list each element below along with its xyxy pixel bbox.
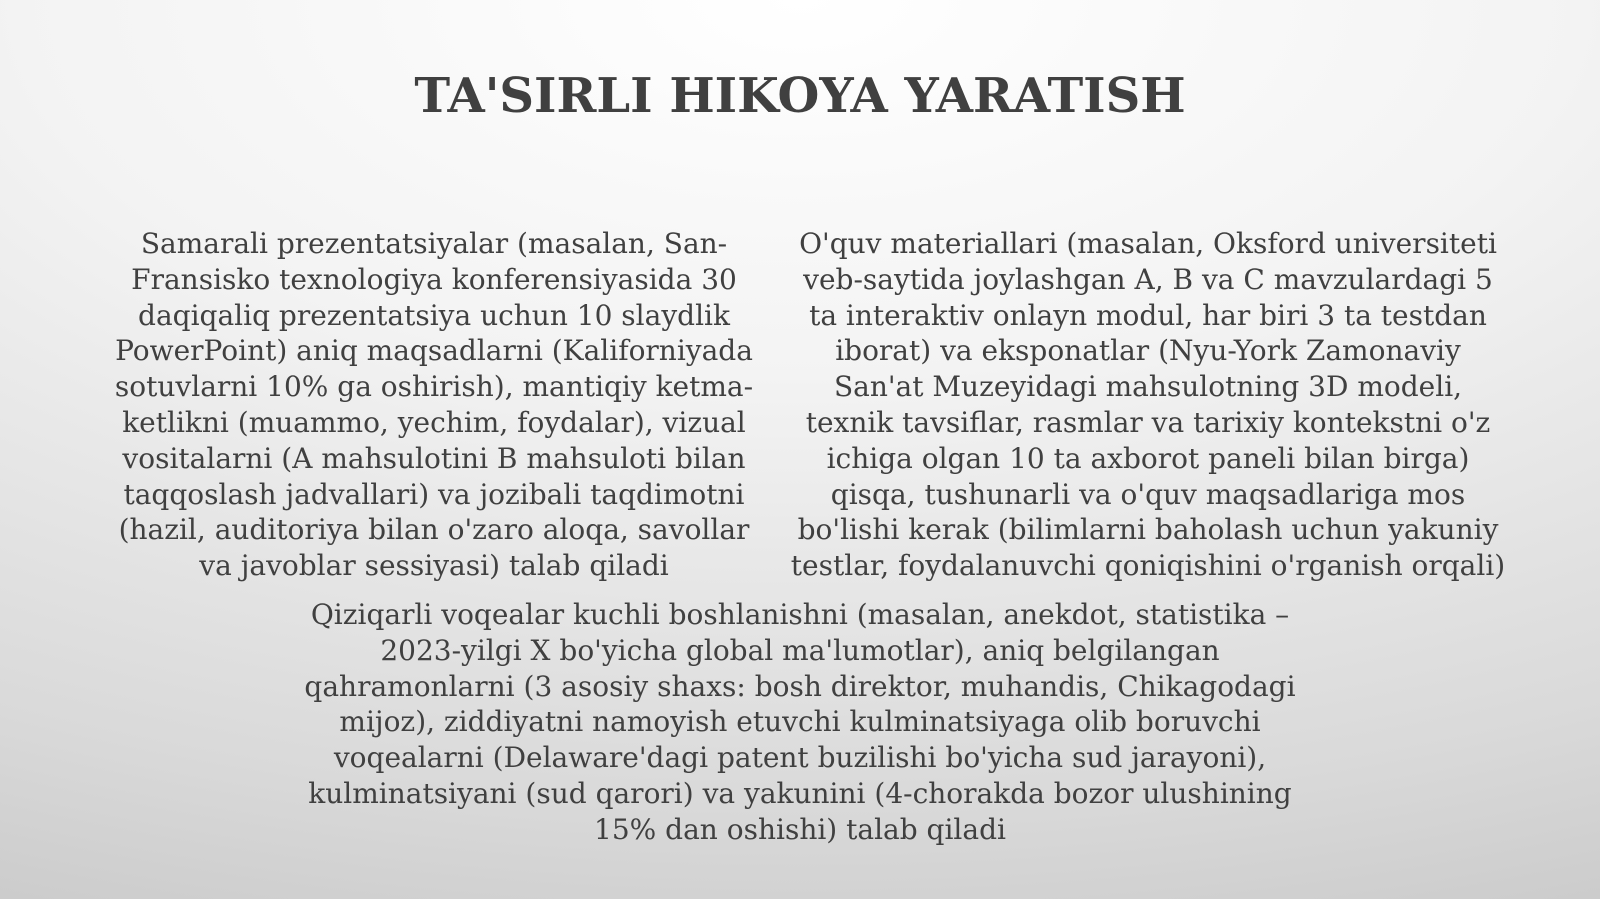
left-text-block: Samarali prezentatsiyalar (masalan, San-Fransisko texnologiya konferensiyasida 30 daqiqaliq prezentatsiya uchun 10 slaydlik PowerPoint) aniq maqsadlarni (Kaliforniyada sotuvlarni 10% ga oshirish), mantiqiy ketma-ketlikni (muammo, yechim, foydalar), vizual vositalarni (A mahsulotini B mahsuloti bilan taqqoslash jadvallari) va jozibali taqdimotni (hazil, auditoriya bilan o'zaro aloqa, savollar va javoblar sessiyasi) talab qiladi — [114, 227, 754, 583]
bottom-text-block: Qiziqarli voqealar kuchli boshlanishni (masalan, anekdot, statistika – 2023-yilgi X bo'yicha global ma'lumotlar), aniq belgilangan qahramonlarni (3 asosiy shaxs: bosh direktor, muhandis, Chikagodagi mijoz), ziddiyatni namoyish etuvchi kulminatsiyaga olib boruvchi voqealarni (Delaware'dagi patent buzilishi bo'yicha sud jarayoni), kulminatsiyani (sud qarori) va yakunini (4-chorakda bozor ulushining 15% dan oshishi) talab qiladi — [304, 598, 1296, 846]
right-text-block: O'quv materiallari (masalan, Oksford universiteti veb-saytida joylashgan A, B va C mavzulardagi 5 ta interaktiv onlayn modul, har biri 3 ta testdan iborat) va eksponatlar (Nyu-York Zamonaviy San'at Muzeyidagi mahsulotning 3D modeli, texnik tavsiflar, rasmlar va tarixiy kontekstni o'z ichiga olgan 10 ta axborot paneli bilan birga) qisqa, tushunarli va o'quv maqsadlariga mos bo'lishi kerak (bilimlarni baholash uchun yakuniy testlar, foydalanuvchi qoniqishini o'rganish orqali) — [790, 227, 1506, 583]
slide-title: TA'SIRLI HIKOYA YARATISH — [414, 68, 1186, 124]
